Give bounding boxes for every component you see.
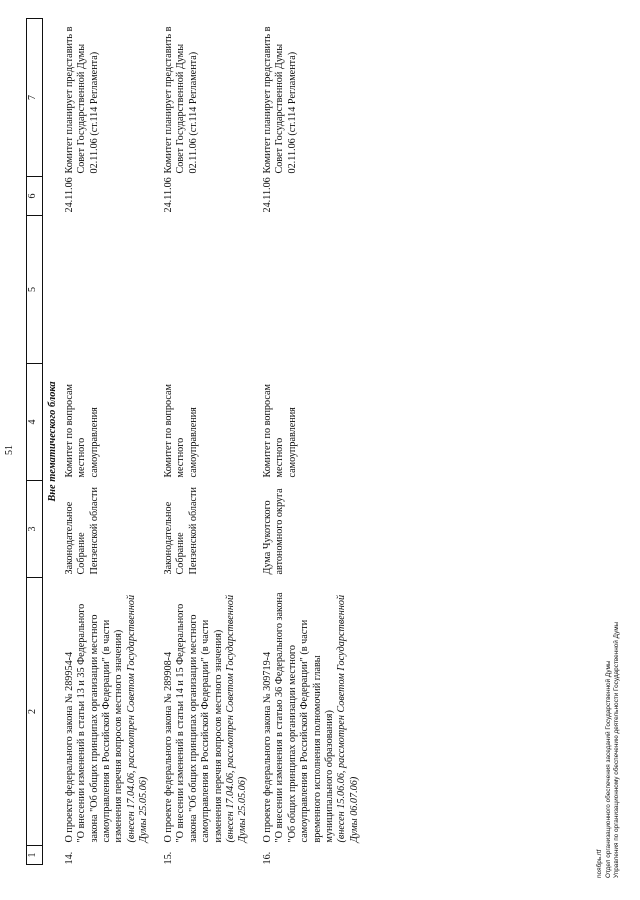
table-row: [64, 19, 163, 865]
column-5-cell: [64, 216, 163, 364]
bill-cell: [163, 578, 262, 846]
row-number: 15.: [162, 851, 174, 865]
row-number: 16.: [261, 851, 273, 865]
bill-title: О проекте федерального закона № 289954-4: [63, 651, 75, 843]
status-cell: Комитет планирует представить в Совет Государственной Думы 02.11.06 (ст.114 Регламента): [63, 26, 100, 174]
initiator-cell: Дума Чукотского автономного округа: [261, 488, 286, 575]
column-5-cell: [163, 216, 262, 364]
committee-cell: Комитет по вопросам местного самоуправления: [261, 384, 298, 478]
date-cell: 24.11.06: [63, 177, 75, 213]
section-title: Вне тематического блока: [47, 381, 58, 502]
bill-title: О проекте федерального закона № 289908-4: [162, 651, 174, 843]
bill-cell: [262, 578, 374, 846]
table-row: [163, 19, 262, 865]
bill-note: (внесен 17.04.06, рассмотрен Советом Государственной Думы 25.05.06): [125, 594, 150, 843]
bill-description: "О внесении изменений в статьи 13 и 35 Федерального закона "Об общих принципах организации местного самоуправления в Российской Федерации" (в части изменения перечня вопросов местного значения): [76, 603, 125, 843]
bill-title: О проекте федерального закона № 309719-4: [261, 651, 273, 843]
footer-filename: noябрь.rtf: [596, 849, 603, 878]
row-number: 14.: [63, 851, 75, 865]
column-number: 7: [27, 19, 43, 177]
status-cell: Комитет планирует представить в Совет Государственной Думы 02.11.06 (ст.114 Регламента): [162, 26, 199, 174]
bill-description: "О внесении изменений в статьи 14 и 15 Федерального закона "Об общих принципах организации местного самоуправления в Российской Федерации" (в части изменения перечня вопросов местного значения): [175, 603, 224, 843]
column-number: 4: [27, 364, 43, 481]
column-number: 1: [27, 846, 43, 865]
column-number-row: [27, 19, 43, 865]
initiator-cell: Законодательное Собрание Пензенской области: [63, 487, 100, 575]
status-cell: Комитет планирует представить в Совет Государственной Думы 02.11.06 (ст.114 Регламента): [261, 26, 298, 174]
section-heading-row: [43, 19, 64, 865]
bill-note: (внесен 15.06.06, рассмотрен Советом Государственной Думы 06.07.06): [336, 594, 360, 843]
column-number: 5: [27, 216, 43, 364]
table-row: [262, 19, 374, 865]
bill-description: "О внесении изменения в статью 36 Федерального закона "Об общих принципах организации местного самоуправления в Российской Федерации" (в части временного исполнения полномочий главы муниципального образования): [274, 592, 335, 843]
bill-note: (внесен 17.04.06, рассмотрен Советом Государственной Думы 25.05.06): [224, 594, 249, 843]
schedule-table: [26, 18, 373, 865]
committee-cell: Комитет по вопросам местного самоуправления: [63, 384, 100, 478]
column-number: 3: [27, 481, 43, 578]
column-number: 2: [27, 578, 43, 846]
bill-cell: [64, 578, 163, 846]
footer-office: Управления по организационному обеспечению деятельности Государственной Думы: [613, 621, 621, 878]
column-5-cell: [262, 216, 374, 364]
committee-cell: Комитет по вопросам местного самоуправления: [162, 384, 199, 478]
initiator-cell: Законодательное Собрание Пензенской области: [162, 487, 199, 575]
page-number: 51: [4, 445, 15, 455]
footer-department: Отдел организационного обеспечения заседаний Государственной Думы: [604, 660, 612, 878]
column-number: 6: [27, 177, 43, 216]
date-cell: 24.11.06: [261, 177, 273, 213]
page-footer: [596, 178, 622, 878]
date-cell: 24.11.06: [162, 177, 174, 213]
